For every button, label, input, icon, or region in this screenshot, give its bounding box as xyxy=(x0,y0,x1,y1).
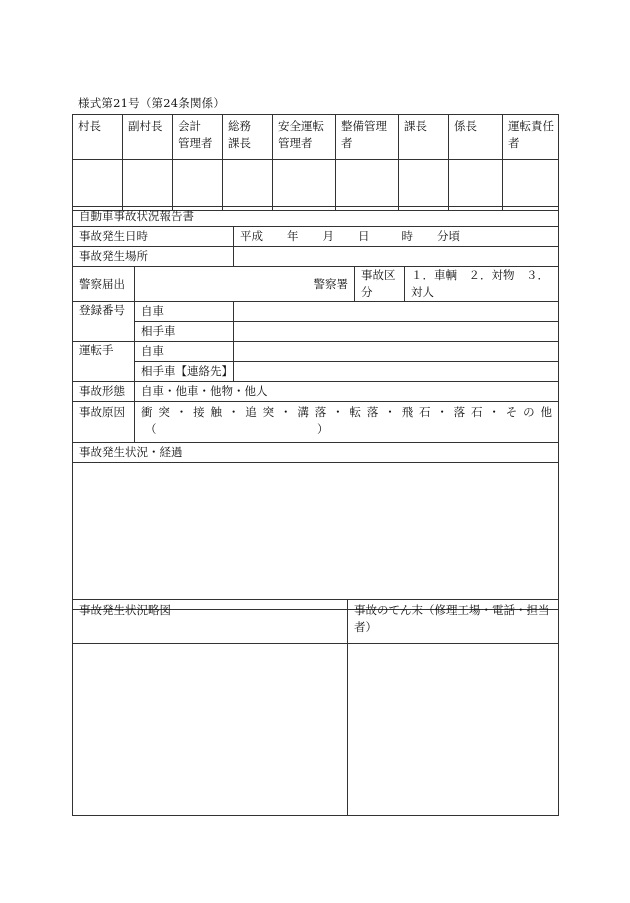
registration-label: 登録番号 xyxy=(73,302,135,342)
driver-label: 運転手 xyxy=(73,342,135,382)
accident-cause-label: 事故原因 xyxy=(73,402,135,443)
approval-header-deputy-mayor: 副村長 xyxy=(123,115,173,160)
police-label: 警察届出 xyxy=(73,267,135,302)
location-label: 事故発生場所 xyxy=(73,247,234,267)
accident-class-options[interactable]: １．車輌 ２．対物 ３．対人 xyxy=(405,267,559,302)
day-label: 日 xyxy=(358,229,370,243)
approval-header-accountant: 会計 管理者 xyxy=(173,115,223,160)
sketch-label: 事故発生状況略図 xyxy=(73,600,348,644)
year-label: 年 xyxy=(287,229,299,243)
settlement-field[interactable] xyxy=(348,644,559,816)
settlement-label: 事故のてん末（修理工場・電話・担当 者） xyxy=(348,600,559,644)
seal-box[interactable] xyxy=(173,160,223,211)
seal-box[interactable] xyxy=(399,160,449,211)
accident-cause-other xyxy=(141,421,558,438)
datetime-field[interactable] xyxy=(234,227,559,247)
driver-own-field[interactable] xyxy=(234,342,559,362)
open-paren: （ xyxy=(145,422,157,436)
sketch-field[interactable] xyxy=(73,644,348,816)
accident-class-label: 事故区分 xyxy=(355,267,405,302)
month-label: 月 xyxy=(322,229,334,243)
datetime-label: 事故発生日時 xyxy=(73,227,234,247)
driver-other-field[interactable] xyxy=(234,362,559,382)
seal-box[interactable] xyxy=(123,160,173,211)
minute-label: 分頃 xyxy=(437,229,460,243)
seal-box[interactable] xyxy=(73,160,123,211)
driver-other-label: 相手車【連絡先】 xyxy=(135,362,234,382)
police-station-suffix: 警察署 xyxy=(313,276,348,291)
close-paren: ） xyxy=(317,422,329,436)
driver-own-label: 自車 xyxy=(135,342,234,362)
hour-label: 時 xyxy=(401,229,413,243)
accident-cause-options: 衝突・接触・追突・溝落・転落・飛石・落石・その他 xyxy=(141,405,553,419)
seal-box[interactable] xyxy=(336,160,399,211)
registration-other-label: 相手車 xyxy=(135,322,234,342)
seal-box[interactable] xyxy=(223,160,273,211)
registration-own-label: 自車 xyxy=(135,302,234,322)
approval-seal-table xyxy=(72,114,559,211)
registration-other-field[interactable] xyxy=(234,322,559,342)
police-station-field[interactable] xyxy=(135,267,355,302)
approval-header-maintenance-manager: 整備管理 者 xyxy=(336,115,399,160)
approval-header-subsection-chief: 係長 xyxy=(449,115,503,160)
report-table xyxy=(72,206,559,610)
report-title: 自動車事故状況報告書 xyxy=(73,207,559,227)
approval-header-safety-manager: 安全運転 管理者 xyxy=(273,115,336,160)
era-label: 平成 xyxy=(240,229,263,243)
approval-header-general-affairs: 総務 課長 xyxy=(223,115,273,160)
accident-type-options[interactable]: 自車・他車・他物・他人 xyxy=(135,382,559,402)
approval-header-driving-supervisor: 運転責任 者 xyxy=(503,115,559,160)
seal-box[interactable] xyxy=(449,160,503,211)
approval-header-section-chief: 課長 xyxy=(399,115,449,160)
registration-own-field[interactable] xyxy=(234,302,559,322)
seal-box[interactable] xyxy=(273,160,336,211)
form-id: 様式第21号（第24条関係） xyxy=(78,96,226,110)
location-field[interactable] xyxy=(234,247,559,267)
approval-header-mayor: 村長 xyxy=(73,115,123,160)
accident-cause-field[interactable] xyxy=(135,402,559,443)
seal-box[interactable] xyxy=(503,160,559,211)
bottom-section xyxy=(72,599,559,816)
situation-field[interactable] xyxy=(73,463,559,610)
situation-label: 事故発生状況・経過 xyxy=(73,443,559,463)
accident-type-label: 事故形態 xyxy=(73,382,135,402)
